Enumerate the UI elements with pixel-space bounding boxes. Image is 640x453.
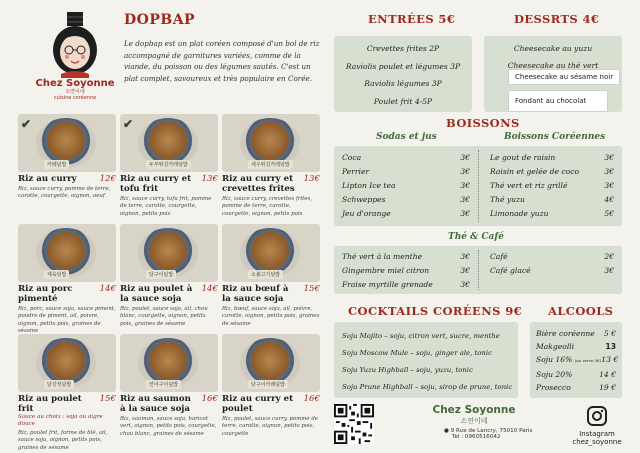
- dish-name: Riz au poulet à la sauce soja: [120, 284, 193, 304]
- drink-price: 3€: [460, 181, 470, 190]
- dish-card: [222, 334, 320, 438]
- alcool-row: [536, 368, 616, 381]
- drink-name: Bière coréenne: [536, 329, 595, 338]
- dish-korean-name: 연어구이덮밥: [146, 380, 181, 389]
- tea-row: [342, 278, 470, 292]
- cocktail-item: Soju Mojito – soju, citron vert, sucre, menthe: [342, 332, 500, 340]
- entrees-title: ENTRÉES 5€: [368, 12, 456, 26]
- alcool-row: [536, 340, 616, 353]
- drink-price: 3€: [604, 153, 614, 162]
- instagram-handle: chez_soyonne: [572, 438, 622, 446]
- dish-price: 13€: [201, 174, 218, 184]
- drink-price: 5€: [604, 209, 614, 218]
- drink-name: Coca: [342, 153, 362, 162]
- instagram[interactable]: [566, 406, 628, 446]
- dish-price: 15€: [303, 284, 320, 294]
- drink-name: Fraise myrtille grenade: [342, 280, 433, 289]
- cocktails-list: [342, 328, 514, 396]
- korean-drink-row: [490, 207, 614, 221]
- entree-item: Raviolis légumes 3P: [364, 79, 442, 88]
- alcool-row: [536, 327, 616, 340]
- boissons-title: BOISSONS: [446, 116, 520, 130]
- dish-korean-name: 두부튀김카레덮밥: [146, 160, 191, 169]
- dish-name: Riz au curry et poulet: [222, 394, 294, 414]
- dish-card: [18, 334, 116, 452]
- dish-description: Riz, bœuf, sauce soja, ail, poivre, carotte, oignon, petits pois, graines de sésame: [222, 306, 320, 327]
- dish-photo: [222, 334, 320, 392]
- instagram-label: Instagram: [579, 430, 615, 438]
- dish-photo: [18, 334, 116, 392]
- instagram-icon: [587, 406, 607, 426]
- dessert-item: Cheesecake au thé vert: [507, 61, 599, 70]
- dish-korean-name: 닭강정덮밥: [44, 380, 74, 389]
- dish-description: Riz, sauce curry, pomme de terre, carotte, courgette, oignon, oeuf: [18, 186, 111, 200]
- drink-price: 4€: [604, 195, 614, 204]
- dish-price: 16€: [303, 394, 320, 404]
- drink-name: Makgeolli: [536, 342, 575, 352]
- footer-brand-name: Chez Soyonne: [432, 404, 516, 416]
- drink-price: 13 €: [601, 355, 619, 365]
- dish-korean-name: 닭구이카레덮밥: [248, 380, 288, 389]
- dish-name: Riz au poulet frit: [18, 394, 82, 414]
- dish-photo: [222, 224, 320, 282]
- dish-description: Riz, poulet, sauce curry, pomme de terre, carotte, oignon, petits pois, courgette: [222, 416, 318, 437]
- divider: [478, 150, 479, 222]
- brand-logo: [30, 12, 120, 108]
- address-text: 9 Rue de Lancry, 75010 Paris: [450, 428, 533, 434]
- drink-price: 3€: [460, 280, 470, 289]
- drink-name: Perrier: [342, 167, 370, 176]
- tea-row: [342, 250, 470, 264]
- drink-price: 3€: [604, 266, 614, 275]
- boissons-coreennes-title: Boissons Coréennes: [504, 132, 606, 142]
- korean-drink-row: [490, 151, 614, 165]
- drink-name: Thé vert et riz grillé: [490, 181, 568, 190]
- sodas-title: Sodas et jus: [376, 132, 437, 142]
- dish-name: Riz au curry et crevettes frites: [222, 174, 295, 194]
- qr-code[interactable]: [334, 404, 374, 444]
- dopbap-intro: Le dopbap est un plat coréen composé d'un bol de riz accompagné de garnitures variées, comme de la viande, du poisson ou des légumes sautés. C'est un plat complet, savoureux et très populaire en Corée.: [124, 39, 320, 83]
- dish-price: 15€: [99, 394, 116, 404]
- dish-price: 13€: [303, 174, 320, 184]
- drink-price: 3€: [460, 153, 470, 162]
- cocktail-item: Soju Moscow Mule – soju, ginger ale, tonic: [342, 349, 492, 357]
- soda-row: [342, 165, 470, 179]
- dessert-item: Cheesecake au yuzu: [513, 44, 593, 53]
- the-cafe-title: Thé & Café: [448, 232, 504, 242]
- drink-name: Café: [490, 252, 508, 261]
- entree-item: Crevettes frites 2P: [366, 44, 440, 53]
- drink-name: Café glacé: [490, 266, 531, 275]
- dish-photo: [120, 114, 218, 172]
- entree-item: Raviolis poulet et légumes 3P: [345, 61, 461, 71]
- drink-name: Schweppes: [342, 195, 386, 204]
- drink-price: 3€: [460, 266, 470, 275]
- dish-card: [18, 114, 116, 201]
- dish-price: 16€: [201, 394, 218, 404]
- dish-name: Riz au curry et tofu frit: [120, 174, 192, 194]
- drink-name: Gingembre miel citron: [342, 266, 430, 275]
- drink-name: Raisin et gelée de coco: [490, 167, 580, 176]
- korean-drink-row: [490, 193, 614, 207]
- soda-row: [342, 207, 470, 221]
- dish-card: [120, 334, 218, 438]
- chef-illustration: [47, 12, 103, 78]
- soda-row: [342, 151, 470, 165]
- dish-sauce-choice: Sauce au choix : soja ou aigre douce: [18, 414, 103, 427]
- drink-price: 3€: [460, 209, 470, 218]
- dish-name: Riz au saumon à la sauce soja: [120, 394, 191, 414]
- drink-price-handwritten: 13: [605, 342, 616, 352]
- dessert-sticker: Fondant au chocolat: [509, 91, 607, 111]
- drink-name: Limonade yuzu: [490, 209, 549, 218]
- alcool-row: [536, 381, 616, 394]
- cocktail-item: Soju Prune Highball – soju, sirop de prune, tonic: [342, 383, 513, 391]
- phone: Tel : 0960516042: [452, 434, 501, 440]
- dopbap-title: DOPBAP: [124, 12, 196, 28]
- location-pin-icon: ●: [444, 428, 449, 434]
- coffee-row: [490, 250, 614, 264]
- dish-description: Riz, sauce curry, crevettes frites, pomme de terre, carotte, courgette, oignon, petits pois: [222, 196, 312, 217]
- drink-name: Lipton Ice tea: [342, 181, 396, 190]
- tea-row: [342, 264, 470, 278]
- dish-name: Riz au bœuf à la sauce soja: [222, 284, 289, 304]
- dish-card: [18, 224, 116, 336]
- soda-row: [342, 179, 470, 193]
- dish-korean-name: 소불고기덮밥: [248, 270, 283, 279]
- drink-price: 3€: [460, 167, 470, 176]
- brand-name: Chez Soyonne: [35, 78, 115, 89]
- cocktail-item: Soju Yuzu Highball – soju, yuzu, tonic: [342, 366, 473, 374]
- dish-description: Riz, porc, sauce soja, sauce piment, poudre de piment, ail, poivre, oignon, petits pois, graines de sésame: [18, 306, 116, 335]
- coreennes-list: [490, 151, 614, 221]
- brand-korean-name: 소연이네: [65, 89, 85, 95]
- footer-brand: [414, 404, 534, 440]
- dish-korean-name: 새우튀김카레덮밥: [248, 160, 293, 169]
- dish-price: 14€: [201, 284, 218, 294]
- dish-photo: [18, 114, 116, 172]
- dish-name: Riz au curry: [18, 174, 77, 184]
- dessert-sticker: Cheesecake au sésame noir: [509, 70, 619, 84]
- coffee-row: [490, 264, 614, 278]
- dish-price: 14€: [99, 284, 116, 294]
- dish-description: Riz, poulet frit, farine de blé, ail, sauce soja, oignon, petits pois, graines de sésame: [18, 430, 108, 451]
- divider: [478, 250, 479, 290]
- korean-drink-row: [490, 179, 614, 193]
- dish-korean-name: 제육덮밥: [44, 270, 69, 279]
- entrees-list: [334, 40, 472, 110]
- the-list: [342, 250, 470, 292]
- drink-note: (au verre 3€): [574, 358, 602, 364]
- drink-price: 14 €: [599, 369, 616, 379]
- dish-description: Riz, saumon, sauce soja, haricot vert, oignon, petits pois, courgette, chou blanc, graines de sésame: [120, 416, 217, 437]
- entree-item: Poulet frit 4-5P: [373, 96, 433, 106]
- cocktails-title: COCKTAILS CORÉENS 9€: [348, 304, 523, 318]
- drink-price: 3€: [460, 195, 470, 204]
- drink-price: 19 €: [599, 382, 616, 392]
- dish-card: [120, 224, 218, 328]
- alcools-list: [536, 327, 619, 394]
- dish-description: Riz, sauce curry, tofu frit, pomme de terre, carotte, courgette, oignon, petits pois: [120, 196, 212, 217]
- dish-korean-name: 카레덮밥: [44, 160, 69, 169]
- dish-card: [120, 114, 218, 218]
- drink-price: 5 €: [603, 329, 616, 338]
- vegan-check-icon: ✔: [21, 117, 32, 131]
- footer-brand-korean: 소연이네: [460, 417, 488, 425]
- dish-price: 12€: [99, 174, 116, 184]
- brand-subtitle: cuisine coréenne: [53, 95, 97, 101]
- dish-description: Riz, poulet, sauce soja, ail, chou blanc, courgette, oignon, petits pois, graines de sésame: [120, 306, 208, 327]
- drink-name: Prosecco: [536, 382, 571, 392]
- drink-price: 3€: [460, 252, 470, 261]
- drink-name: Jeu d'orange: [342, 209, 391, 218]
- vegan-check-icon: ✔: [123, 117, 134, 131]
- drink-name: Soju 20%: [536, 369, 573, 379]
- drink-name: Thé yuzu: [490, 195, 525, 204]
- dish-photo: [120, 224, 218, 282]
- desserts-title: DESSRTS 4€: [514, 12, 600, 26]
- drink-name: Thé vert à la menthe: [342, 252, 423, 261]
- drink-name: Soju 16%: [536, 355, 573, 365]
- sodas-list: [342, 151, 470, 221]
- dish-photo: [120, 334, 218, 392]
- alcools-title: ALCOOLS: [548, 304, 614, 318]
- cafe-list: [490, 250, 614, 278]
- drink-price: 2€: [604, 252, 614, 261]
- drink-name: Le gout de raisin: [490, 153, 556, 162]
- dish-photo: [18, 224, 116, 282]
- dish-card: [222, 114, 320, 218]
- drink-price: 3€: [604, 167, 614, 176]
- dish-name: Riz au porc pimenté: [18, 284, 73, 304]
- drink-price: 3€: [604, 181, 614, 190]
- desserts-list: [484, 40, 622, 74]
- korean-drink-row: [490, 165, 614, 179]
- dish-photo: [222, 114, 320, 172]
- alcool-row: [536, 353, 619, 367]
- dish-korean-name: 닭구이덮밥: [146, 270, 176, 279]
- soda-row: [342, 193, 470, 207]
- dish-card: [222, 224, 320, 328]
